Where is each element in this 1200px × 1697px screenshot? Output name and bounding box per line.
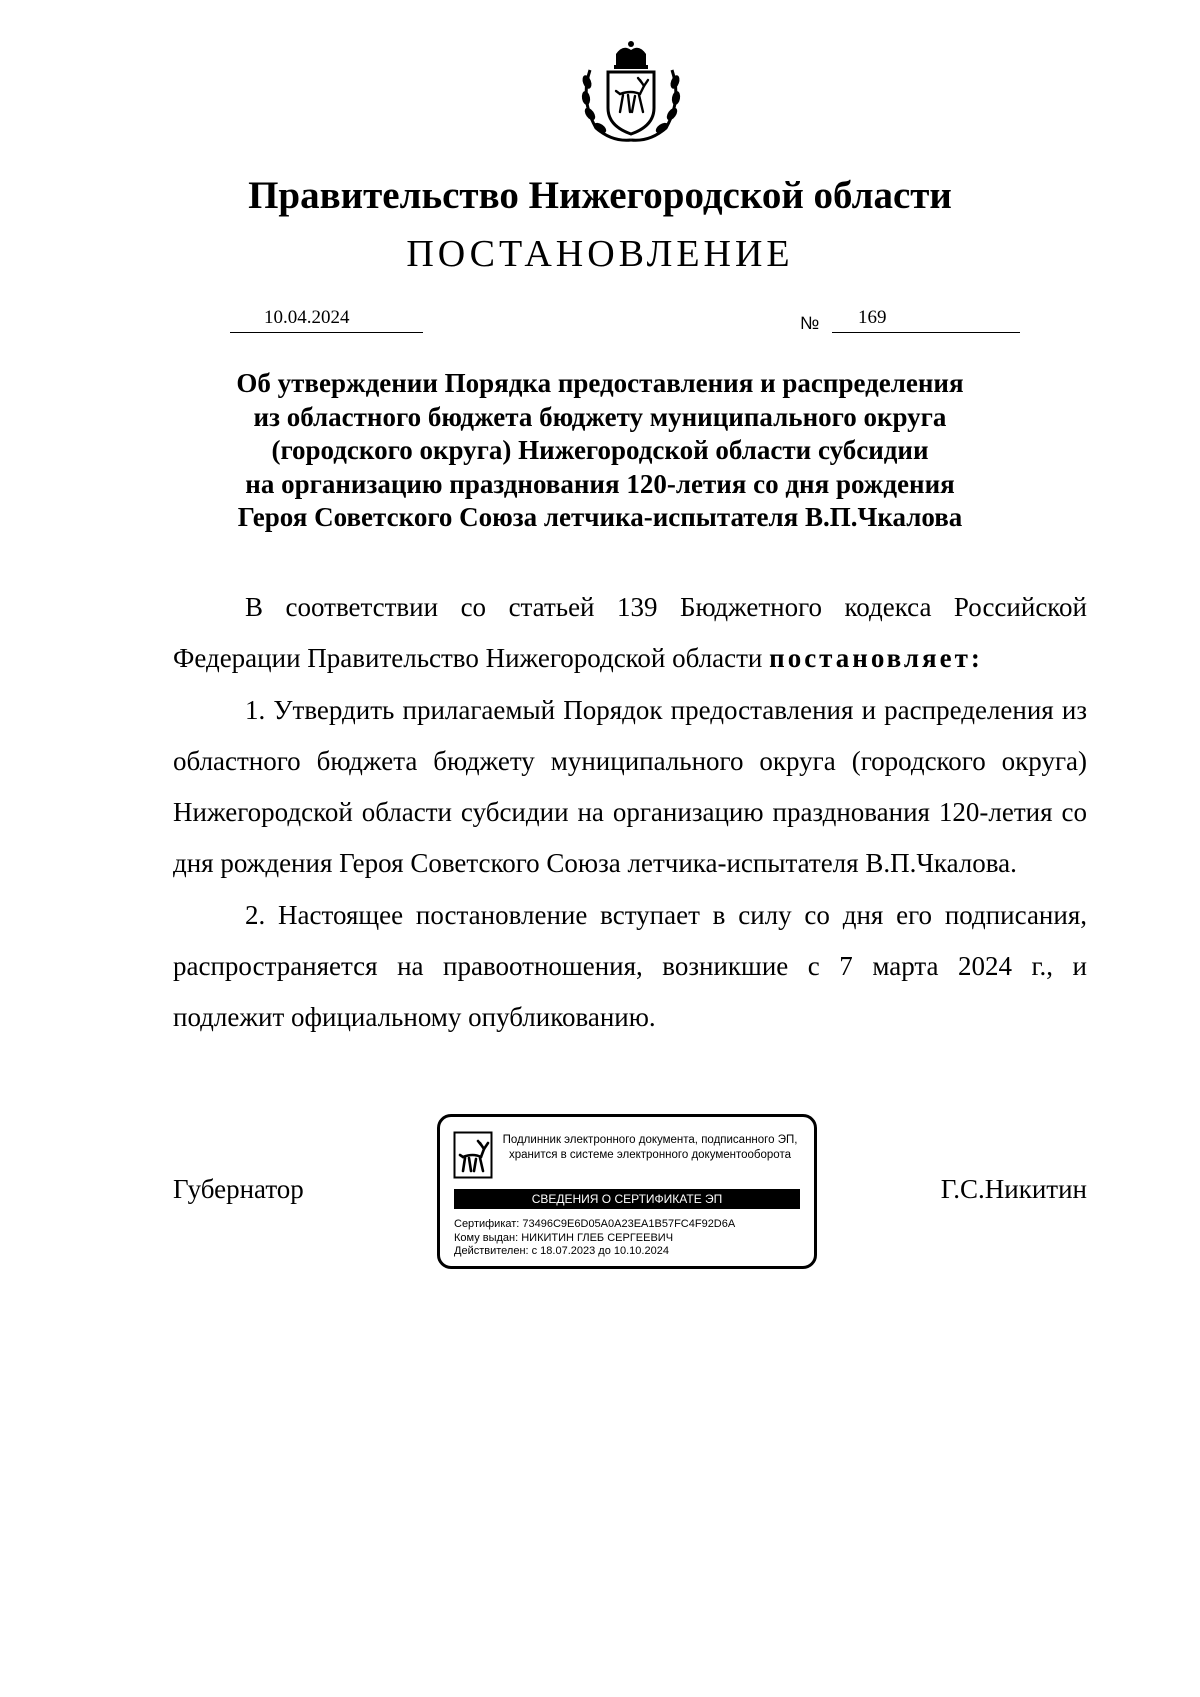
- certificate-id: Сертификат: 73496C9E6D05A0A23EA1B57FC4F92D6A: [454, 1218, 736, 1230]
- subject-line: на организацию празднования 120-летия со дня рождения: [245, 468, 955, 499]
- preamble-keyword: постановляет:: [769, 643, 983, 674]
- document-number-field: [832, 306, 1020, 333]
- document-subject: [150, 367, 1050, 535]
- subject-line: из областного бюджета бюджету муниципального округа: [253, 401, 947, 432]
- stamp-note-line: хранится в системе электронного документооборота: [509, 1149, 791, 1161]
- signatory-name: Г.С.Никитин: [940, 1174, 1087, 1204]
- signatory-position: Губернатор: [173, 1174, 304, 1204]
- electronic-signature-stamp: [437, 1114, 817, 1269]
- subject-line: Героя Советского Союза летчика-испытателя В.П.Чкалова: [237, 502, 963, 532]
- coat-of-arms-emblem: [576, 40, 686, 146]
- certificate-validity: Действителен: с 18.07.2023 до 10.10.2024: [454, 1245, 669, 1257]
- subject-line: (городского округа) Нижегородской области субсидии: [271, 435, 929, 465]
- document-body: [173, 582, 1087, 1044]
- preamble-paragraph: [173, 582, 1087, 685]
- organization-title: Правительство Нижегородской области: [248, 174, 952, 217]
- item-1-paragraph: 1. Утвердить прилагаемый Порядок предоставления и распределения из областного бюджета бюджету муниципального округа (городского округа) Нижегородской области субсидии на организацию празднования 120-летия со дня рождения Героя Советского Союза летчика-испытателя В.П.Чкалова.: [173, 694, 1087, 879]
- document-date: 10.04.2024: [264, 307, 350, 328]
- document-type: ПОСТАНОВЛЕНИЕ: [406, 233, 794, 275]
- stamp-note-line: Подлинник электронного документа, подписанного ЭП,: [502, 1134, 798, 1146]
- stamp-details: [454, 1218, 804, 1259]
- preamble-text: В соответствии со статьей 139 Бюджетного кодекса Российской Федерации Правительство Нижегородской области: [173, 592, 1087, 674]
- item-2-paragraph: 2. Настоящее постановление вступает в силу со дня его подписания, распространяется на правоотношения, возникшие с 7 марта 2024 г., и подлежит официальному опубликованию.: [173, 899, 1087, 1033]
- stamp-note: [498, 1133, 802, 1163]
- subject-line: Об утверждении Порядка предоставления и распределения: [236, 368, 964, 398]
- document-number: 169: [858, 307, 887, 328]
- deer-emblem-icon: [453, 1131, 493, 1179]
- certificate-owner: Кому выдан: НИКИТИН ГЛЕБ СЕРГЕЕВИЧ: [454, 1231, 674, 1244]
- number-sign: №: [800, 313, 820, 333]
- document-date-field: [230, 306, 423, 333]
- stamp-header: СВЕДЕНИЯ О СЕРТИФИКАТЕ ЭП: [454, 1189, 800, 1209]
